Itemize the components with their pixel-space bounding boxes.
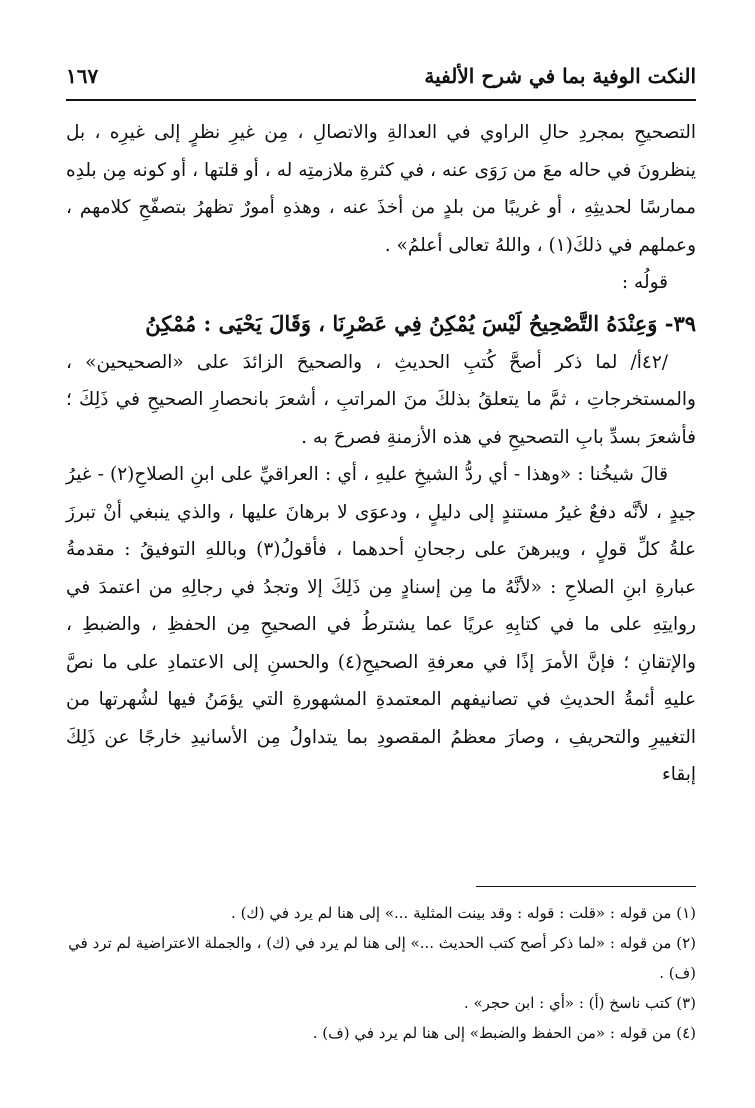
section-label: قولُه : bbox=[621, 272, 668, 293]
verse-line: ٣٩- وَعِنْدَهُ التَّصْحِيحُ لَيْسَ يُمْكِنُ فِي عَصْرِنَا ، وَقَالَ يَحْيَى : مُمْكِنُ bbox=[145, 310, 696, 336]
quote-paragraph: قالَ شيخُنا : «وهذا - أي ردُّ الشيخِ عليهِ ، أي : العراقيِّ على ابنِ الصلاحِ(٢) - غيرُ جيدٍ ، لأنَّه دفعٌ غيرُ مستندٍ إلى دليلٍ ، ودعوَى لا برهانَ عليها ، والذي ينبغي أنْ تبرزَ علةُ كلِّ قولٍ ، ويبرهنَ على رجحانِ أحدهما ، فأقولُ(٣) وباللهِ التوفيقُ : مقدمةُ عبارةِ ابنِ الصلاحِ : «لأنَّهُ ما مِن إسنادٍ مِن ذَلِكَ إلا وتجدُ في رجالِهِ من اعتمدَ في روايتِهِ على ما في كتابِهِ عريًا عما يشترطُ في الصحيحِ مِن الحفظِ ، والضبطِ ، والإتقانِ ؛ فإنَّ الأمرَ إذًا في معرفةِ الصحيحِ(٤) والحسنِ إلى الاعتمادِ على ما نصَّ عليهِ أئمةُ الحديثِ في تصانيفهم المعتمدةِ المشهورةِ التي يؤمَنُ فيها لشُهرتها من التغييرِ والتحريفِ ، وصارَ معظمُ المقصودِ بما يتداولُ مِن الأسانيدِ خارجًا عن ذَلِكَ إبقاء bbox=[66, 464, 696, 785]
footnote-1: (١) من قوله : «قلت : قوله : وقد بينت المثلية ...» إلى هنا لم يرد في (ك) . bbox=[231, 904, 696, 922]
footnote-divider bbox=[476, 886, 696, 887]
paragraph-continuation: التصحيحِ بمجردِ حالِ الراوي في العدالةِ والاتصالِ ، مِن غيرِ نظرٍ إلى غيرِه ، بل ينظرونَ في حاله معَ من رَوَى عنه ، في كثرةِ ملازمتِه له ، أو قلتها ، أو كونه مِن بلدِه ممارسًا لحديثِهِ ، أو غريبًا من بلدٍ من أخذَ عنه ، وهذهِ أمورٌ تظهرُ بتصفّحِ كلامهم ، وعملهم في ذلكَ(١) ، واللهُ تعالى أعلمُ» . bbox=[66, 122, 696, 256]
footnote-2: (٢) من قوله : «لما ذكر أصح كتب الحديث ...» إلى هنا لم يرد في (ك) ، والجملة الاعتراضية لم ترد في (ف) . bbox=[68, 934, 696, 982]
footnote-3: (٣) كتب ناسخ (أ) : «أي : ابن حجر» . bbox=[463, 994, 696, 1012]
main-text bbox=[66, 114, 696, 794]
running-header bbox=[66, 56, 696, 96]
footnotes bbox=[66, 898, 696, 1048]
page-number: ١٦٧ bbox=[66, 64, 99, 88]
header-divider bbox=[66, 99, 696, 101]
book-title: النكت الوفية بما في شرح الألفية bbox=[424, 64, 696, 88]
commentary-paragraph: /٤٢أ/ لما ذكر أصحَّ كُتبِ الحديثِ ، والصحيحَ الزائدَ على «الصحيحين» ، والمستخرجاتِ ، ثمَّ ما يتعلقُ بذلكَ منَ المراتبِ ، أشعرَ بانحصارِ الصحيحِ في ذَلِكَ ؛ فأشعرَ بسدِّ بابِ التصحيحِ في هذه الأزمنةِ فصرحَ به . bbox=[66, 351, 696, 448]
footnote-4: (٤) من قوله : «من الحفظ والضبط» إلى هنا لم يرد في (ف) . bbox=[312, 1024, 696, 1042]
